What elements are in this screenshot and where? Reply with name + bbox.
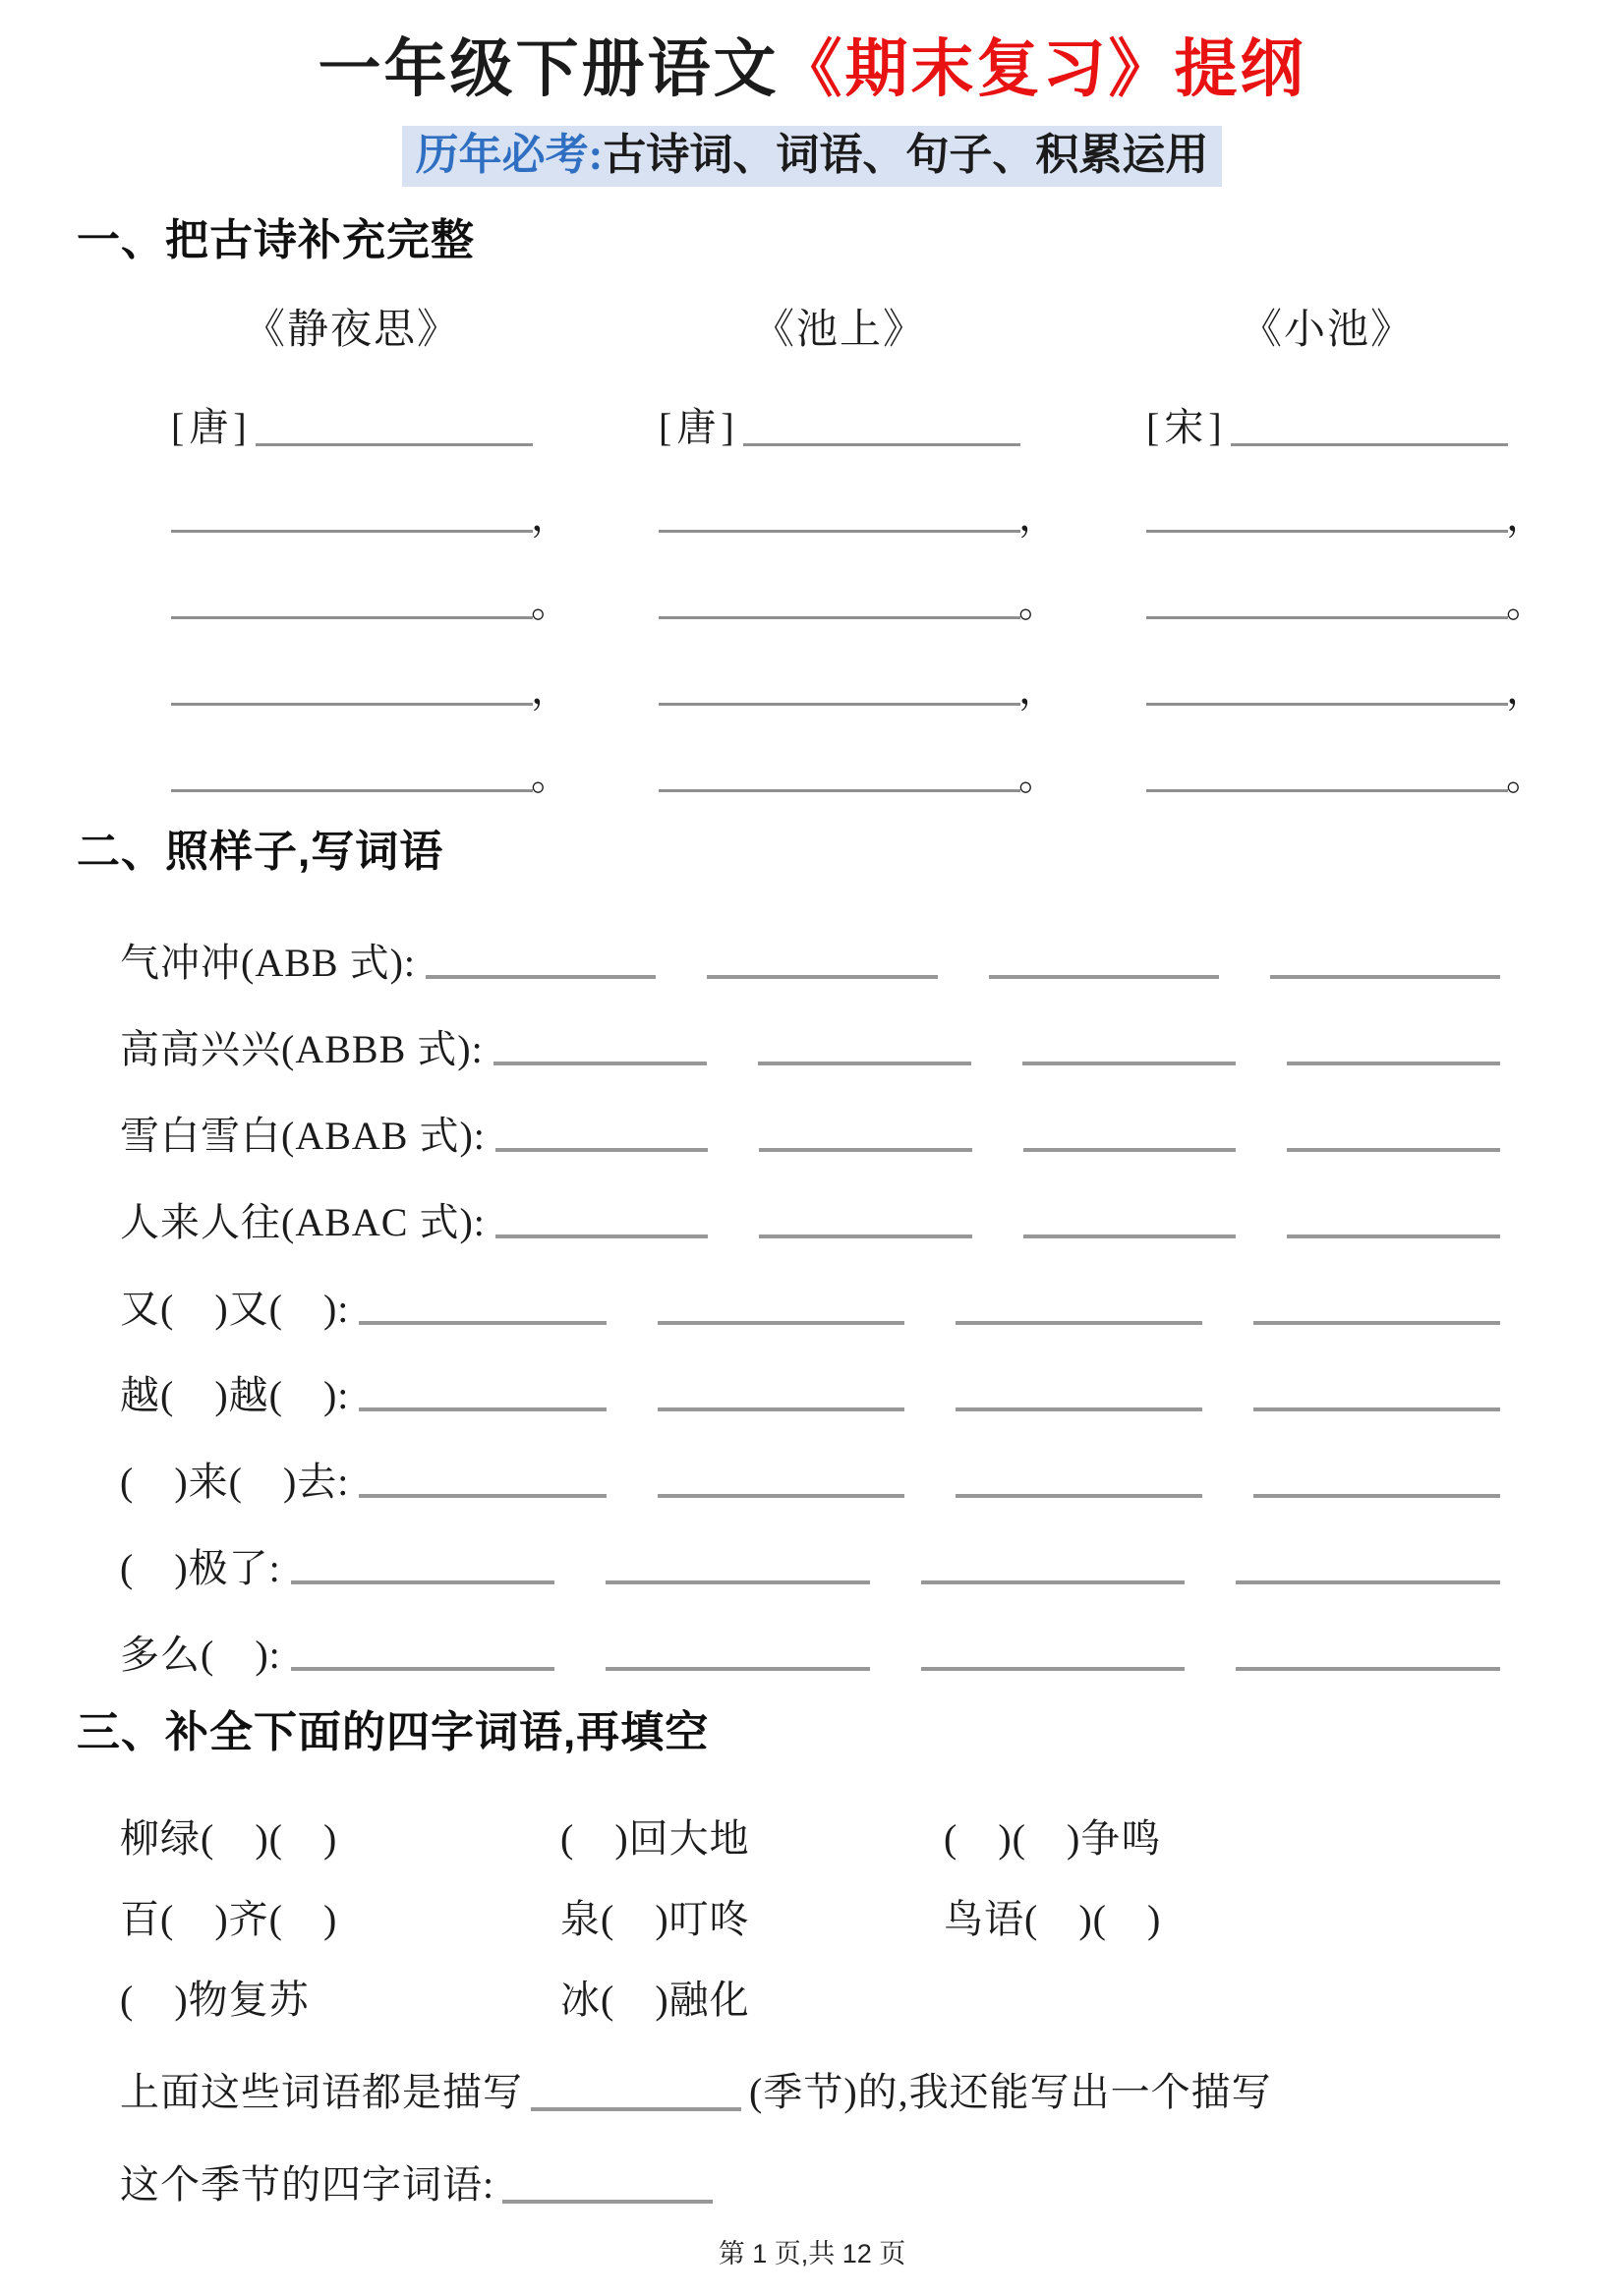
answer-blank: [1253, 1494, 1500, 1498]
verse-punctuation: 。: [1018, 581, 1058, 625]
answer-blank: [1253, 1407, 1500, 1411]
poem-column-xiaochi: [1146, 303, 1545, 798]
page-number: 第 1 页,共 12 页: [718, 2239, 906, 2268]
pattern-label: 又( )又( ):: [120, 1287, 350, 1331]
answer-blank: [1146, 789, 1508, 792]
answer-blank: [921, 1580, 1186, 1584]
poem-column-jingyesi: [171, 303, 570, 798]
verse-punctuation: ，: [531, 667, 570, 712]
answer-blank: [493, 1062, 707, 1065]
answer-blank: [1270, 975, 1500, 979]
answer-blank: [291, 1667, 555, 1671]
idiom-item: 鸟语( )( ): [944, 1897, 1162, 1941]
idiom-row: [120, 1783, 1624, 1864]
answer-blank: [1146, 530, 1508, 533]
verse-punctuation: 。: [1506, 581, 1545, 625]
poem-grid: [171, 303, 1545, 798]
poem-verse-row: [171, 625, 570, 712]
poem-verse-row: [659, 452, 1058, 539]
poem-verse-row: [659, 625, 1058, 712]
season-sentence-line2: [120, 2127, 1565, 2210]
answer-blank: [658, 1494, 904, 1498]
answer-blank: [759, 1234, 972, 1238]
answer-blank: [1287, 1234, 1500, 1238]
verse-punctuation: 。: [531, 581, 570, 625]
pattern-label: ( )极了:: [120, 1546, 281, 1590]
verse-punctuation: ，: [1506, 667, 1545, 712]
pattern-label: 多么( ):: [120, 1633, 281, 1677]
poem-verse-row: [171, 712, 570, 798]
page-subtitle: [0, 126, 1624, 187]
idiom-item: 冰( )融化: [560, 1978, 750, 2022]
answer-blank: [606, 1580, 870, 1584]
answer-blank: [426, 975, 656, 979]
idiom-item: ( )( )争鸣: [944, 1816, 1162, 1861]
word-pattern-row: [120, 1073, 1500, 1160]
answer-blank: [171, 530, 533, 533]
verse-punctuation: ，: [1018, 494, 1058, 539]
word-pattern-list: [120, 900, 1500, 1679]
answer-blank: [743, 443, 1020, 446]
page-title-black: 一年级下册语文: [318, 34, 780, 104]
idiom-item: 泉( )叮咚: [560, 1897, 750, 1941]
verse-punctuation: 。: [1018, 754, 1058, 798]
poem-author-row: [171, 366, 533, 452]
poem-title: 《静夜思》: [243, 308, 460, 353]
answer-blank: [658, 1407, 904, 1411]
poem-verse-row: [659, 712, 1058, 798]
answer-blank: [359, 1407, 606, 1411]
sentence-text-after: (季节)的,我还能写出一个描写: [749, 2070, 1272, 2114]
poem-author-row: [659, 366, 1020, 452]
poem-verse-row: [1146, 539, 1545, 625]
pattern-label: 气冲冲(ABB 式):: [120, 941, 416, 985]
poem-verse-row: [1146, 452, 1545, 539]
word-pattern-row: [120, 1160, 1500, 1246]
answer-blank: [658, 1321, 904, 1325]
answer-blank: [171, 789, 533, 792]
word-pattern-row: [120, 1333, 1500, 1419]
page-title: [0, 29, 1624, 110]
verse-punctuation: ，: [1018, 667, 1058, 712]
answer-blank: [659, 616, 1020, 619]
pattern-label: ( )来( )去:: [120, 1460, 350, 1504]
answer-blank: [171, 703, 533, 706]
answer-blank: [1231, 443, 1508, 446]
word-pattern-row: [120, 1419, 1500, 1506]
word-pattern-row: [120, 1506, 1500, 1592]
poem-verse-row: [171, 539, 570, 625]
poem-title: 《池上》: [752, 308, 926, 353]
poem-verse-row: [659, 539, 1058, 625]
poem-author-row: [1146, 366, 1508, 452]
section1-heading: 一、把古诗补充完整: [77, 216, 475, 264]
word-pattern-row: [120, 1592, 1500, 1679]
poem-column-chishang: [659, 303, 1058, 798]
answer-blank: [956, 1494, 1202, 1498]
poem-verse-row: [171, 452, 570, 539]
idiom-item: 柳绿( )( ): [120, 1816, 338, 1861]
answer-blank: [606, 1667, 870, 1671]
answer-blank: [256, 443, 533, 446]
answer-blank: [291, 1580, 555, 1584]
verse-punctuation: 。: [1506, 754, 1545, 798]
answer-blank: [531, 2107, 741, 2111]
answer-blank: [956, 1321, 1202, 1325]
section3-heading: 三、补全下面的四字词语,再填空: [77, 1708, 710, 1756]
poem-verse-row: [1146, 625, 1545, 712]
answer-blank: [758, 1062, 971, 1065]
idiom-item: ( )物复苏: [120, 1978, 310, 2022]
answer-blank: [989, 975, 1219, 979]
answer-blank: [1023, 1234, 1237, 1238]
verse-punctuation: ，: [1506, 494, 1545, 539]
idiom-row: [120, 1944, 1624, 2025]
answer-blank: [1023, 1148, 1237, 1152]
answer-blank: [495, 1234, 709, 1238]
dynasty-label: [宋]: [1146, 405, 1227, 449]
answer-blank: [1236, 1667, 1500, 1671]
answer-blank: [171, 616, 533, 619]
answer-blank: [1022, 1062, 1236, 1065]
answer-blank: [659, 703, 1020, 706]
dynasty-label: [唐]: [171, 405, 252, 449]
verse-punctuation: 。: [531, 754, 570, 798]
word-pattern-row: [120, 987, 1500, 1073]
idiom-row: [120, 1864, 1624, 1944]
answer-blank: [659, 530, 1020, 533]
subtitle-label: 历年必考:: [415, 131, 604, 179]
answer-blank: [659, 789, 1020, 792]
answer-blank: [1236, 1580, 1500, 1584]
answer-blank: [759, 1148, 972, 1152]
answer-blank: [359, 1494, 606, 1498]
answer-blank: [956, 1407, 1202, 1411]
dynasty-label: [唐]: [659, 405, 739, 449]
subtitle-highlight: [402, 126, 1223, 187]
poem-verse-row: [1146, 712, 1545, 798]
answer-blank: [1146, 703, 1508, 706]
answer-blank: [495, 1148, 709, 1152]
idiom-grid: [120, 1783, 1624, 2025]
answer-blank: [1287, 1062, 1500, 1065]
sentence-text-line2: 这个季节的四字词语:: [120, 2162, 495, 2207]
subtitle-rest: 古诗词、词语、句子、积累运用: [603, 131, 1209, 179]
answer-blank: [921, 1667, 1186, 1671]
answer-blank: [1287, 1148, 1500, 1152]
answer-blank: [707, 975, 937, 979]
sentence-text-before: 上面这些词语都是描写: [120, 2070, 523, 2114]
page-title-red: 《期末复习》提纲: [779, 34, 1306, 104]
answer-blank: [1253, 1321, 1500, 1325]
idiom-item: 百( )齐( ): [120, 1897, 338, 1941]
poem-title: 《小池》: [1240, 308, 1414, 353]
idiom-item: ( )回大地: [560, 1816, 750, 1861]
word-pattern-row: [120, 900, 1500, 987]
word-pattern-row: [120, 1246, 1500, 1333]
section2-heading: 二、照样子,写词语: [77, 828, 444, 876]
pattern-label: 雪白雪白(ABAB 式):: [120, 1114, 486, 1158]
season-sentence-line1: [120, 2035, 1565, 2117]
answer-blank: [1146, 616, 1508, 619]
answer-blank: [359, 1321, 606, 1325]
verse-punctuation: ，: [531, 494, 570, 539]
answer-blank: [502, 2200, 713, 2204]
pattern-label: 越( )越( ):: [120, 1373, 350, 1417]
pattern-label: 人来人往(ABAC 式):: [120, 1200, 486, 1244]
pattern-label: 高高兴兴(ABBB 式):: [120, 1027, 484, 1071]
